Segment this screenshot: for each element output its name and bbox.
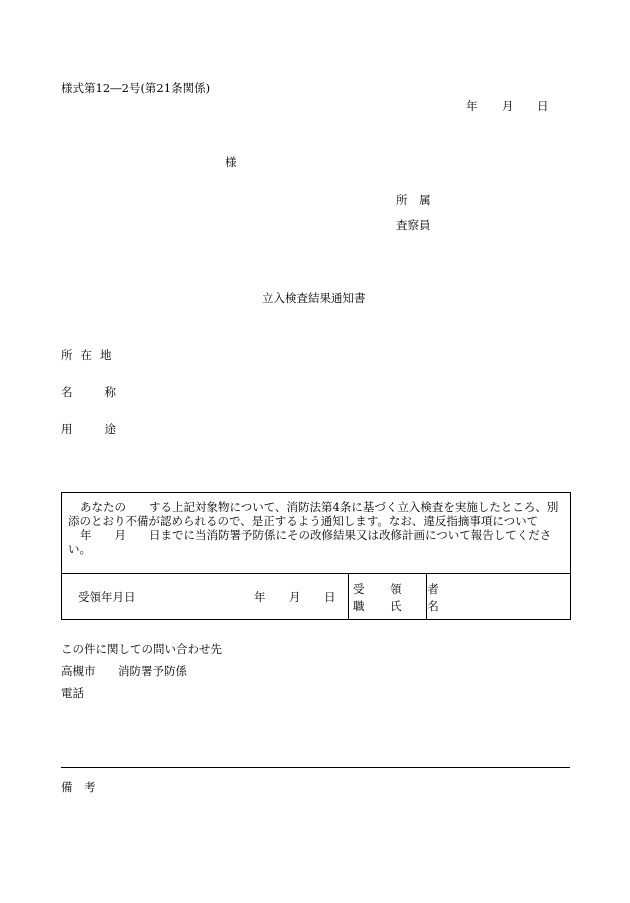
notice-line-2: 添のとおり不備が認められるので、是正するよう通知します。なお、違反指摘事項について: [68, 514, 539, 528]
recipient-label: 受 領 者: [353, 582, 450, 596]
remarks-rule: [61, 767, 570, 768]
notice-divider: [62, 573, 570, 574]
addressee-honorific: 様: [225, 155, 237, 169]
remarks-label: 備 考: [61, 780, 96, 794]
date-day-label: 日: [537, 99, 549, 113]
notice-line-3: 年 月 日までに当消防署予防係にその改修結果又は改修計画について報告してくださ: [80, 528, 552, 542]
location-label: 所在地: [61, 348, 120, 362]
cell-divider-1: [348, 573, 349, 619]
receipt-date-label: 受領年月日: [78, 590, 136, 604]
contact-heading: この件に関しての問い合わせ先: [61, 642, 222, 656]
notice-paragraph: [68, 500, 564, 556]
inspector-label: 査察員: [396, 218, 431, 232]
date-month-label: 月: [502, 99, 514, 113]
date-year-label: 年: [466, 99, 478, 113]
phone-label: 電話: [61, 686, 84, 700]
form-number: 様式第12―2号(第21条関係): [61, 81, 211, 95]
notice-line-1: あなたの する上記対象物について、消防法第4条に基づく立入検査を実施したところ、別: [80, 500, 559, 514]
notice-box: [61, 492, 571, 620]
contact-city: 高槻市: [61, 664, 96, 678]
receipt-day-label: 日: [324, 590, 336, 604]
receipt-year-label: 年: [254, 590, 266, 604]
notice-line-4: い。: [68, 542, 91, 556]
document-title: 立入検査結果通知書: [262, 291, 366, 305]
recipient-name-label: 職 氏 名: [353, 599, 450, 613]
receipt-month-label: 月: [289, 590, 301, 604]
name-label: 名称: [61, 385, 148, 399]
affiliation-label: 所 属: [396, 193, 435, 207]
use-label: 用途: [61, 422, 148, 436]
contact-department: 消防署予防係: [118, 664, 187, 678]
